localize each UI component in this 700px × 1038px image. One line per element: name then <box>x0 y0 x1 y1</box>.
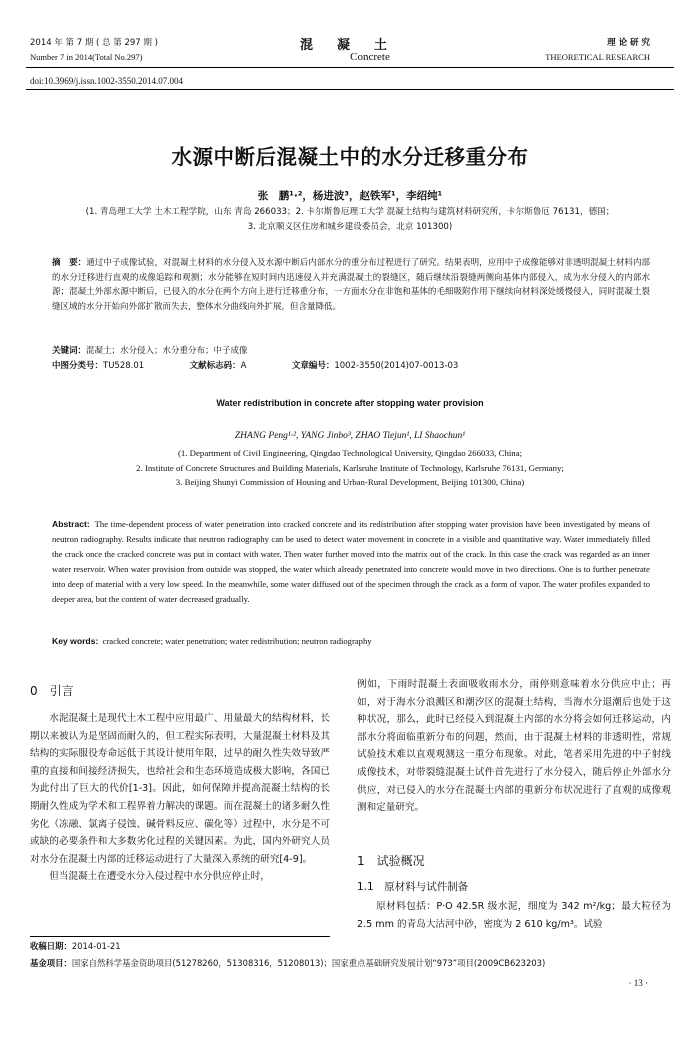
affiliations-en <box>40 446 660 490</box>
footnote-rule <box>30 936 330 937</box>
abstract-zh <box>52 256 650 314</box>
affiliation-en-line: 2. Institute of Concrete Structures and Building Materials, Karlsruhe Institute of Technology, Karlsruhe 76131, Germany; <box>136 462 564 473</box>
section-en: THEORETICAL RESEARCH <box>545 52 650 62</box>
affiliation-zh-line: 3. 北京顺义区住房和城乡建设委员会，北京 101300) <box>247 222 453 232</box>
keywords-zh-text: 混凝土；水分侵入；水分重分布；中子成像 <box>86 346 248 356</box>
journal-title-zh: 混凝土 <box>300 38 412 53</box>
issue-zh: 2014 年 第 7 期 ( 总 第 297 期 ) <box>30 38 158 48</box>
keywords-en-label: Key words: <box>52 636 99 646</box>
section-0-heading: 0 引言 <box>30 684 74 698</box>
article-number-label: 文章编号： <box>291 361 335 371</box>
abstract-en <box>52 517 650 606</box>
received-value: 2014-01-21 <box>71 941 121 951</box>
issue-en: Number 7 in 2014(Total No.297) <box>30 52 143 62</box>
page-number: · 13 · <box>628 978 648 988</box>
doc-code-value: A <box>240 361 247 371</box>
intro-right-column <box>357 676 671 817</box>
section-1-heading: 1 试验概况 <box>357 854 425 868</box>
authors-en: ZHANG Peng¹·², YANG Jinbo³, ZHAO Tiejun¹, LI Shaochun¹ <box>234 431 466 441</box>
classification-line <box>52 359 650 374</box>
abstract-en-text: The time-dependent process of water penetration into cracked concrete and its redistribution after stopping water provision have been investigated by means of neutron radiography. Results indicate that neutron radiography can be used to detect water movement in concrete in a visible and quantitative way. Water immediately filled the crack once the cracked concrete was put in contact with water. Then water further moved into the matrix out of the crack. In this case the crack was regarded as an inner water reservoir. When water provision from outside was stopped, the water which already penetrated into concrete would move in two directions. One is to further penetrate into deep of material with a very low speed. In the meanwhile, some water diffused out of the specimen through the crack as a form of vapor. The water profiles expanded to deeper area, but the content of water decreased gradually. <box>52 519 650 604</box>
intro-paragraph: 水泥混凝土是现代土木工程中应用最广、用量最大的结构材料，长期以来被认为是坚固而耐久的，但工程实际表明，大量混凝土材料及其结构的实际服役寿命远低于其设计使用年限，过早的耐久性失效导致严重的直接和间接经济损失，也给社会和生态环境造成极大影响，各国已为此付出了巨大的代价[1-3]。因此，如何保障并提高混凝土结构的长期耐久性成为学术和工程界着力解决的课题。而在混凝土的诸多耐久性劣化（冻融、氯离子侵蚀、碱骨料反应、碳化等）过程中，水分是不可或缺的必要条件和大多数劣化过程的关键因素。为此，国内外研究人员对水分在混凝土内部的迁移运动进行了大量深入系统的研究[4-9]。 <box>30 713 330 865</box>
affiliation-en-line: (1. Department of Civil Engineering, Qingdao Technological University, Qingdao 266033, China; <box>177 448 523 458</box>
keywords-en <box>52 634 650 649</box>
section-zh: 理 论 研 究 <box>607 38 650 48</box>
abstract-zh-text: 通过中子成像试验，对混凝土材料的水分侵入及水源中断后内部水分的重分布过程进行了研究。结果表明，应用中子成像能够对非透明混凝土材料内部的水分迁移进行直观的成像追踪和观测；水分能够在短时间内迅速侵入并充满混凝土的裂缝区，随后继续沿裂缝两侧向基体内部侵入，成为水分侵入的内部水源；混凝土外部水源中断后，已侵入的水分在两个方向上进行迁移重分布，一方面水分在非饱和基体的毛细吸附作用下继续向材料深处缓慢侵入，同时混凝土裂缝区域的水分开始向外部扩散而失去，整体水分曲线向外扩展，但含量降低。 <box>52 258 650 312</box>
keywords-en-text: cracked concrete; water penetration; water redistribution; neutron radiography <box>102 636 372 646</box>
authors-zh: 张 鹏¹·²，杨进波³，赵铁军¹，李绍纯¹ <box>257 190 443 202</box>
doc-code-label: 文献标志码： <box>189 361 241 371</box>
received-label: 收稿日期： <box>30 941 72 951</box>
doi: doi:10.3969/j.issn.1002-3550.2014.07.004 <box>30 76 184 86</box>
intro-continued-paragraph: 例如，下雨时混凝土表面吸收雨水分，雨停则意味着水分供应中止；再如，对于海水分浪溅区和潮汐区的混凝土结构，当海水分退潮后也处于这种状况，那么，此时已经侵入到混凝土内部的水分将会如何迁移运动，内部水分将面临重新分布的问题，然而，由于混凝土材料的非透明性，常规试验技术难以直观观测这一重分布现象。对此，笔者采用先进的中子射线成像技术，对带裂缝混凝土试件首先进行了水分侵入，随后停止外部水分供应，对已侵入的水分在混凝土内部的重新分布状况进行了直观的成像观测和定量研究。 <box>357 679 671 814</box>
abstract-zh-label: 摘 要： <box>52 258 87 268</box>
title-zh: 水源中断后混凝土中的水分迁移重分布 <box>171 145 529 169</box>
fund-label: 基金项目： <box>30 958 72 968</box>
fund-info <box>30 956 670 970</box>
fund-value: 国家自然科学基金资助项目(51278260，51308316，51208013)；国家重点基础研究发展计划“973”项目(2009CB623203) <box>71 958 546 968</box>
header-rule <box>26 67 674 68</box>
intro-paragraph: 但当混凝土在遭受水分入侵过程中水分供应停止时， <box>49 871 270 883</box>
materials-column <box>357 898 671 933</box>
keywords-zh <box>52 344 650 359</box>
keywords-zh-label: 关键词： <box>52 346 87 356</box>
received-date <box>30 939 121 953</box>
affiliations-zh <box>40 205 660 235</box>
intro-left-column <box>30 710 330 886</box>
doi-rule <box>26 89 674 90</box>
title-en: Water redistribution in concrete after stopping water provision <box>216 398 484 408</box>
article-number-value: 1002-3550(2014)07-0013-03 <box>334 361 459 371</box>
materials-paragraph: 原材料包括：P·O 42.5R 级水泥，细度为 342 m²/kg；最大粒径为 2.5 mm 的青岛大沽河中砂，密度为 2 610 kg/m³。试验 <box>357 901 671 930</box>
journal-title-en: Concrete <box>350 51 390 63</box>
subsection-1-1-heading: 1.1 原材料与试件制备 <box>357 881 469 893</box>
affiliation-en-line: 3. Beijing Shunyi Commission of Housing and Urban-Rural Development, Beijing 101300, China) <box>175 477 525 487</box>
clc-value: TU528.01 <box>103 361 145 371</box>
clc-label: 中图分类号： <box>52 361 104 371</box>
affiliation-zh-line: (1. 青岛理工大学 土木工程学院，山东 青岛 266033；2. 卡尔斯鲁厄理工大学 混凝土结构与建筑材料研究所，卡尔斯鲁厄 76131，德国； <box>85 207 615 217</box>
abstract-en-label: Abstract: <box>52 519 90 529</box>
